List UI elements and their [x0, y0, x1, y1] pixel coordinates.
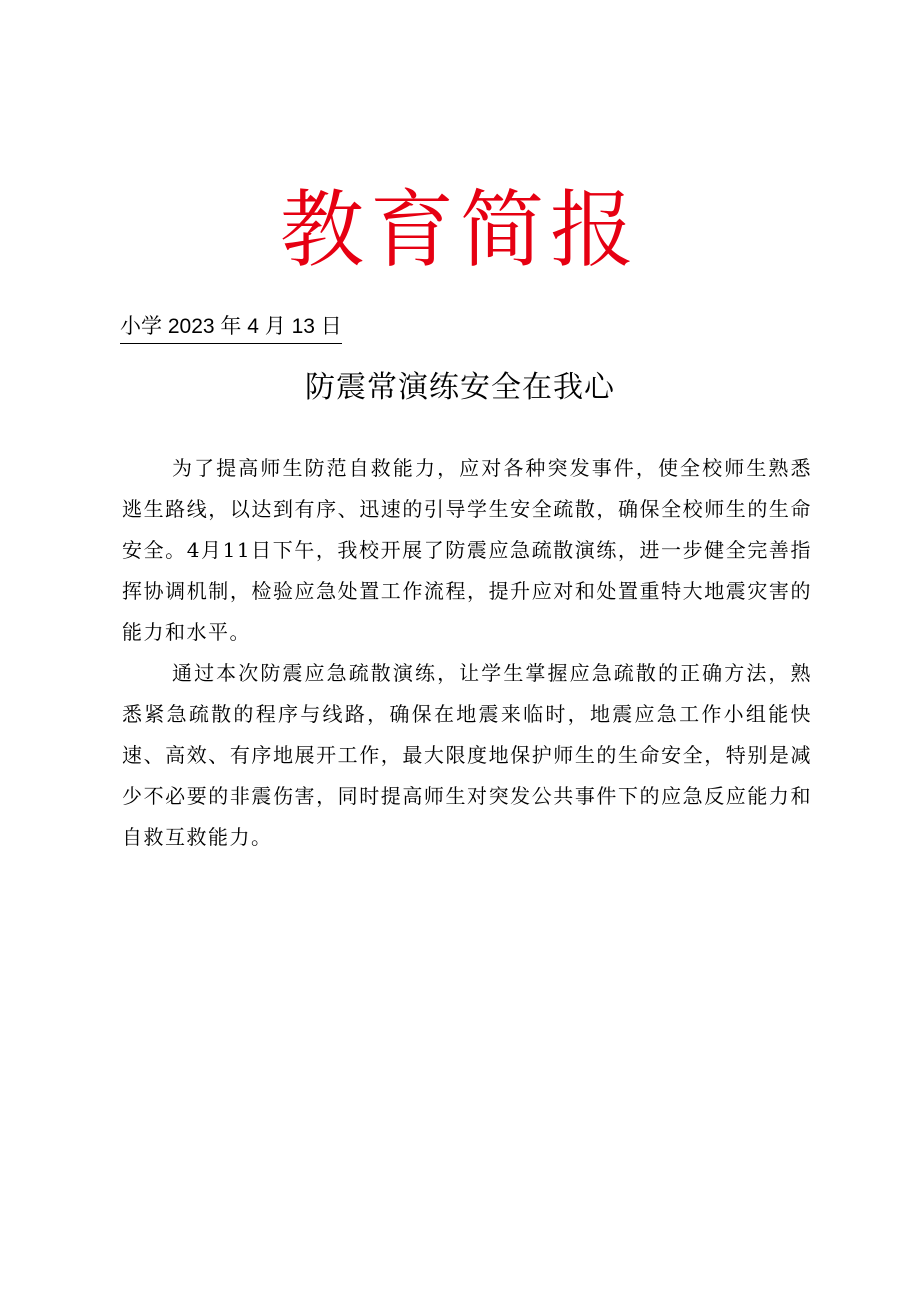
article-body	[122, 448, 812, 858]
dateline: 小学 2023 年 4 月 13 日	[120, 312, 342, 344]
article-paragraph: 通过本次防震应急疏散演练，让学生掌握应急疏散的正确方法，熟悉紧急疏散的程序与线路，确保在地震来临时，地震应急工作小组能快速、高效、有序地展开工作，最大限度地保护师生的生命安全，特别是减少不必要的非震伤害，同时提高师生对突发公共事件下的应急反应能力和自救互救能力。	[122, 661, 812, 849]
article-paragraph: 为了提高师生防范自救能力，应对各种突发事件，使全校师生熟悉逃生路线，以达到有序、迅速的引导学生安全疏散，确保全校师生的生命安全。4月11日下午，我校开展了防震应急疏散演练，进一步健全完善指挥协调机制，检验应急处置工作流程，提升应对和处置重特大地震灾害的能力和水平。	[122, 456, 812, 644]
article-title: 防震常演练安全在我心	[305, 370, 615, 405]
masthead-title: 教育简报	[279, 181, 640, 279]
